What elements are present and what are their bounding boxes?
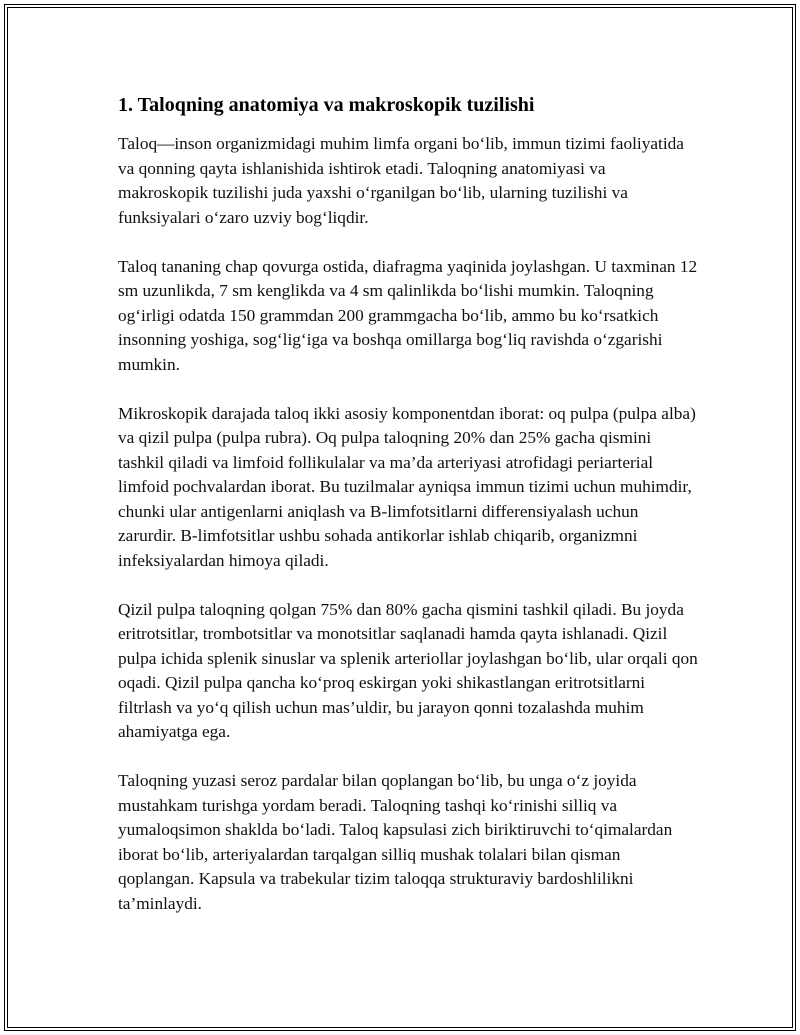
paragraph-location-size: Taloq tananing chap qovurga ostida, diafragma yaqinida joylashgan. U taxminan 12 sm uzunlikda, 7 sm kenglikda va 4 sm qalinlikda bo‘lishi mumkin. Taloqning og‘irligi odatda 150 grammdan 200 grammgacha bo‘lib, ammo bu ko‘rsatkich insonning yoshiga, sog‘lig‘iga va boshqa omillarga bog‘liq ravishda o‘zgarishi mumkin.: [118, 256, 698, 374]
document-body: [118, 92, 698, 941]
paragraph-white-pulp: Mikroskopik darajada taloq ikki asosiy komponentdan iborat: oq pulpa (pulpa alba) va qizil pulpa (pulpa rubra). Oq pulpa taloqning 20% dan 25% gacha qismini tashkil qiladi va limfoid follikulalar va ma’da arteriyasi atrofidagi periarterial limfoid pochvalardan iborat. Bu tuzilmalar ayniqsa immun tizimi uchun muhimdir, chunki ular antigenlarni aniqlash va B-limfotsitlarni differensiyalash uchun zarurdir. B-limfotsitlar ushbu sohada antikorlar ishlab chiqarib, organizmni infeksiyalardan himoya qiladi.: [118, 403, 696, 570]
paragraph-red-pulp: Qizil pulpa taloqning qolgan 75% dan 80% gacha qismini tashkil qiladi. Bu joyda eritrotsitlar, trombotsitlar va monotsitlar saqlanadi hamda qayta ishlanadi. Qizil pulpa ichida splenik sinuslar va splenik arteriollar joylashgan bo‘lib, ular orqali qon oqadi. Qizil pulpa qancha ko‘proq eskirgan yoki shikastlangan eritrotsitlarni filtrlash va yo‘q qilish uchun mas’uldir, bu jarayon qonni tozalashda muhim ahamiyatga ega.: [118, 599, 698, 741]
paragraph-introduction: Taloq—inson organizmidagi muhim limfa organi bo‘lib, immun tizimi faoliyatida va qonning qayta ishlanishida ishtirok etadi. Taloqning anatomiyasi va makroskopik tuzilishi juda yaxshi o‘rganilgan bo‘lib, ularning tuzilishi va funksiyalari o‘zaro uzviy bog‘liqdir.: [118, 134, 684, 227]
section-heading: 1. Taloqning anatomiya va makroskopik tuzilishi: [118, 94, 535, 116]
paragraph-surface-capsule: Taloqning yuzasi seroz pardalar bilan qoplangan bo‘lib, bu unga o‘z joyida mustahkam turishga yordam beradi. Taloqning tashqi ko‘rinishi silliq va yumaloqsimon shaklda bo‘ladi. Taloq kapsulasi zich biriktiruvchi to‘qimalardan iborat bo‘lib, arteriyalardan tarqalgan silliq mushak tolalari bilan qisman qoplangan. Kapsula va trabekular tizim taloqqa strukturaviy bardoshlilikni ta’minlaydi.: [118, 771, 673, 913]
